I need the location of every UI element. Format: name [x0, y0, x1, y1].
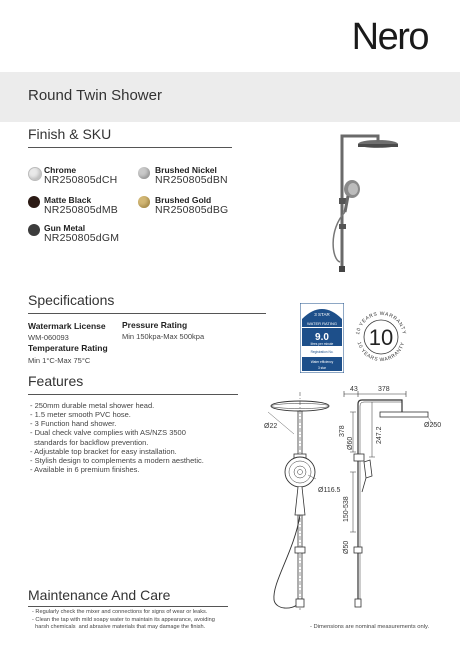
warranty-badge [350, 306, 412, 368]
watermark-license-label: Watermark License [28, 321, 106, 331]
wels-value: 9.0 [315, 332, 329, 343]
wels-unit: litres per minute [310, 342, 334, 346]
dimension-50: Ø50 [343, 540, 350, 554]
finish-name-chrome: Chrome [44, 165, 77, 175]
dimension-247: 247.2 [376, 426, 383, 444]
finish-name-gun-metal: Gun Metal [44, 223, 86, 233]
finish-name-brushed-gold: Brushed Gold [155, 195, 212, 205]
maintenance-line: - Regularly check the mixer and connections for signs of wear or leaks. [32, 609, 208, 615]
wels-rating-badge [300, 303, 344, 373]
sku-brushed-nickel: NR250805dBN [155, 174, 228, 186]
watermark-license-value: WM-060093 [28, 333, 69, 342]
specifications-rule [28, 313, 266, 314]
dimensions-note: - Dimensions are nominal measurements only. [310, 624, 430, 630]
sku-matte-black: NR250805dMB [44, 204, 118, 216]
warranty-years: 10 [368, 325, 394, 350]
matte-black-swatch [28, 196, 40, 208]
temperature-rating-label: Temperature Rating [28, 343, 108, 353]
wels-star-text: 3 STAR [314, 312, 330, 317]
chrome-swatch [28, 167, 42, 181]
dimension-150-538: 150-538 [343, 496, 350, 522]
brand-logo: Nero [351, 16, 428, 58]
maintenance-heading: Maintenance And Care [28, 587, 171, 603]
product-image [318, 130, 408, 278]
feature-item: - 1.5 meter smooth PVC hose. [30, 410, 131, 419]
brushed-nickel-swatch [138, 167, 150, 179]
feature-item: - 250mm durable metal shower head. [30, 401, 155, 410]
sku-brushed-gold: NR250805dBG [155, 204, 229, 216]
wels-foot1: Water efficiency [310, 360, 334, 364]
pressure-rating-label: Pressure Rating [122, 320, 188, 330]
maintenance-line: - Clean the tap with mild soapy water to maintain its appearance, avoiding harsh chemicals and abrasive materials that may damage the finish. [32, 617, 215, 631]
features-rule [28, 394, 238, 395]
gun-metal-swatch [28, 224, 40, 236]
feature-item: - Dual check valve complies with AS/NZS 3500 standards for backflow prevention. [30, 428, 186, 447]
wels-reg: Registration No. [310, 350, 334, 354]
dimension-60: Ø60 [347, 436, 354, 450]
specifications-heading: Specifications [28, 292, 115, 308]
feature-item: - 3 Function hand shower. [30, 419, 117, 428]
warranty-arc-bottom: 10 YEARS WARRANTY [355, 341, 407, 364]
dimension-378: 378 [378, 386, 390, 393]
wels-foot2: 3 star [318, 366, 326, 370]
brushed-gold-swatch [138, 196, 150, 208]
features-heading: Features [28, 373, 84, 389]
temperature-rating-value: Min 1°C-Max 75°C [28, 356, 91, 365]
feature-item: - Available in 6 premium finishes. [30, 465, 140, 474]
dimension-250: Ø250 [424, 422, 442, 429]
dimension-22: Ø22 [264, 423, 278, 430]
finish-sku-rule [28, 147, 232, 148]
dimension-116: Ø116.5 [318, 487, 341, 494]
sku-gun-metal: NR250805dGM [44, 232, 120, 244]
maintenance-rule [28, 606, 228, 607]
finish-name-matte-black: Matte Black [44, 195, 92, 205]
finish-sku-heading: Finish & SKU [28, 126, 112, 142]
warranty-arc-top: 10 YEARS WARRANTY [355, 310, 407, 336]
dimension-43: 43 [350, 386, 358, 393]
wels-label: WATER RATING [307, 321, 337, 326]
feature-item: - Stylish design to complements a modern aesthetic. [30, 456, 204, 465]
pressure-rating-value: Min 150kpa-Max 500kpa [122, 332, 205, 341]
sku-chrome: NR250805dCH [44, 174, 118, 186]
product-title: Round Twin Shower [28, 87, 162, 104]
technical-drawing [262, 382, 458, 618]
feature-item: - Adjustable top bracket for easy installation. [30, 447, 177, 456]
dimension-378-vertical: 378 [339, 425, 346, 437]
finish-name-brushed-nickel: Brushed Nickel [155, 165, 217, 175]
